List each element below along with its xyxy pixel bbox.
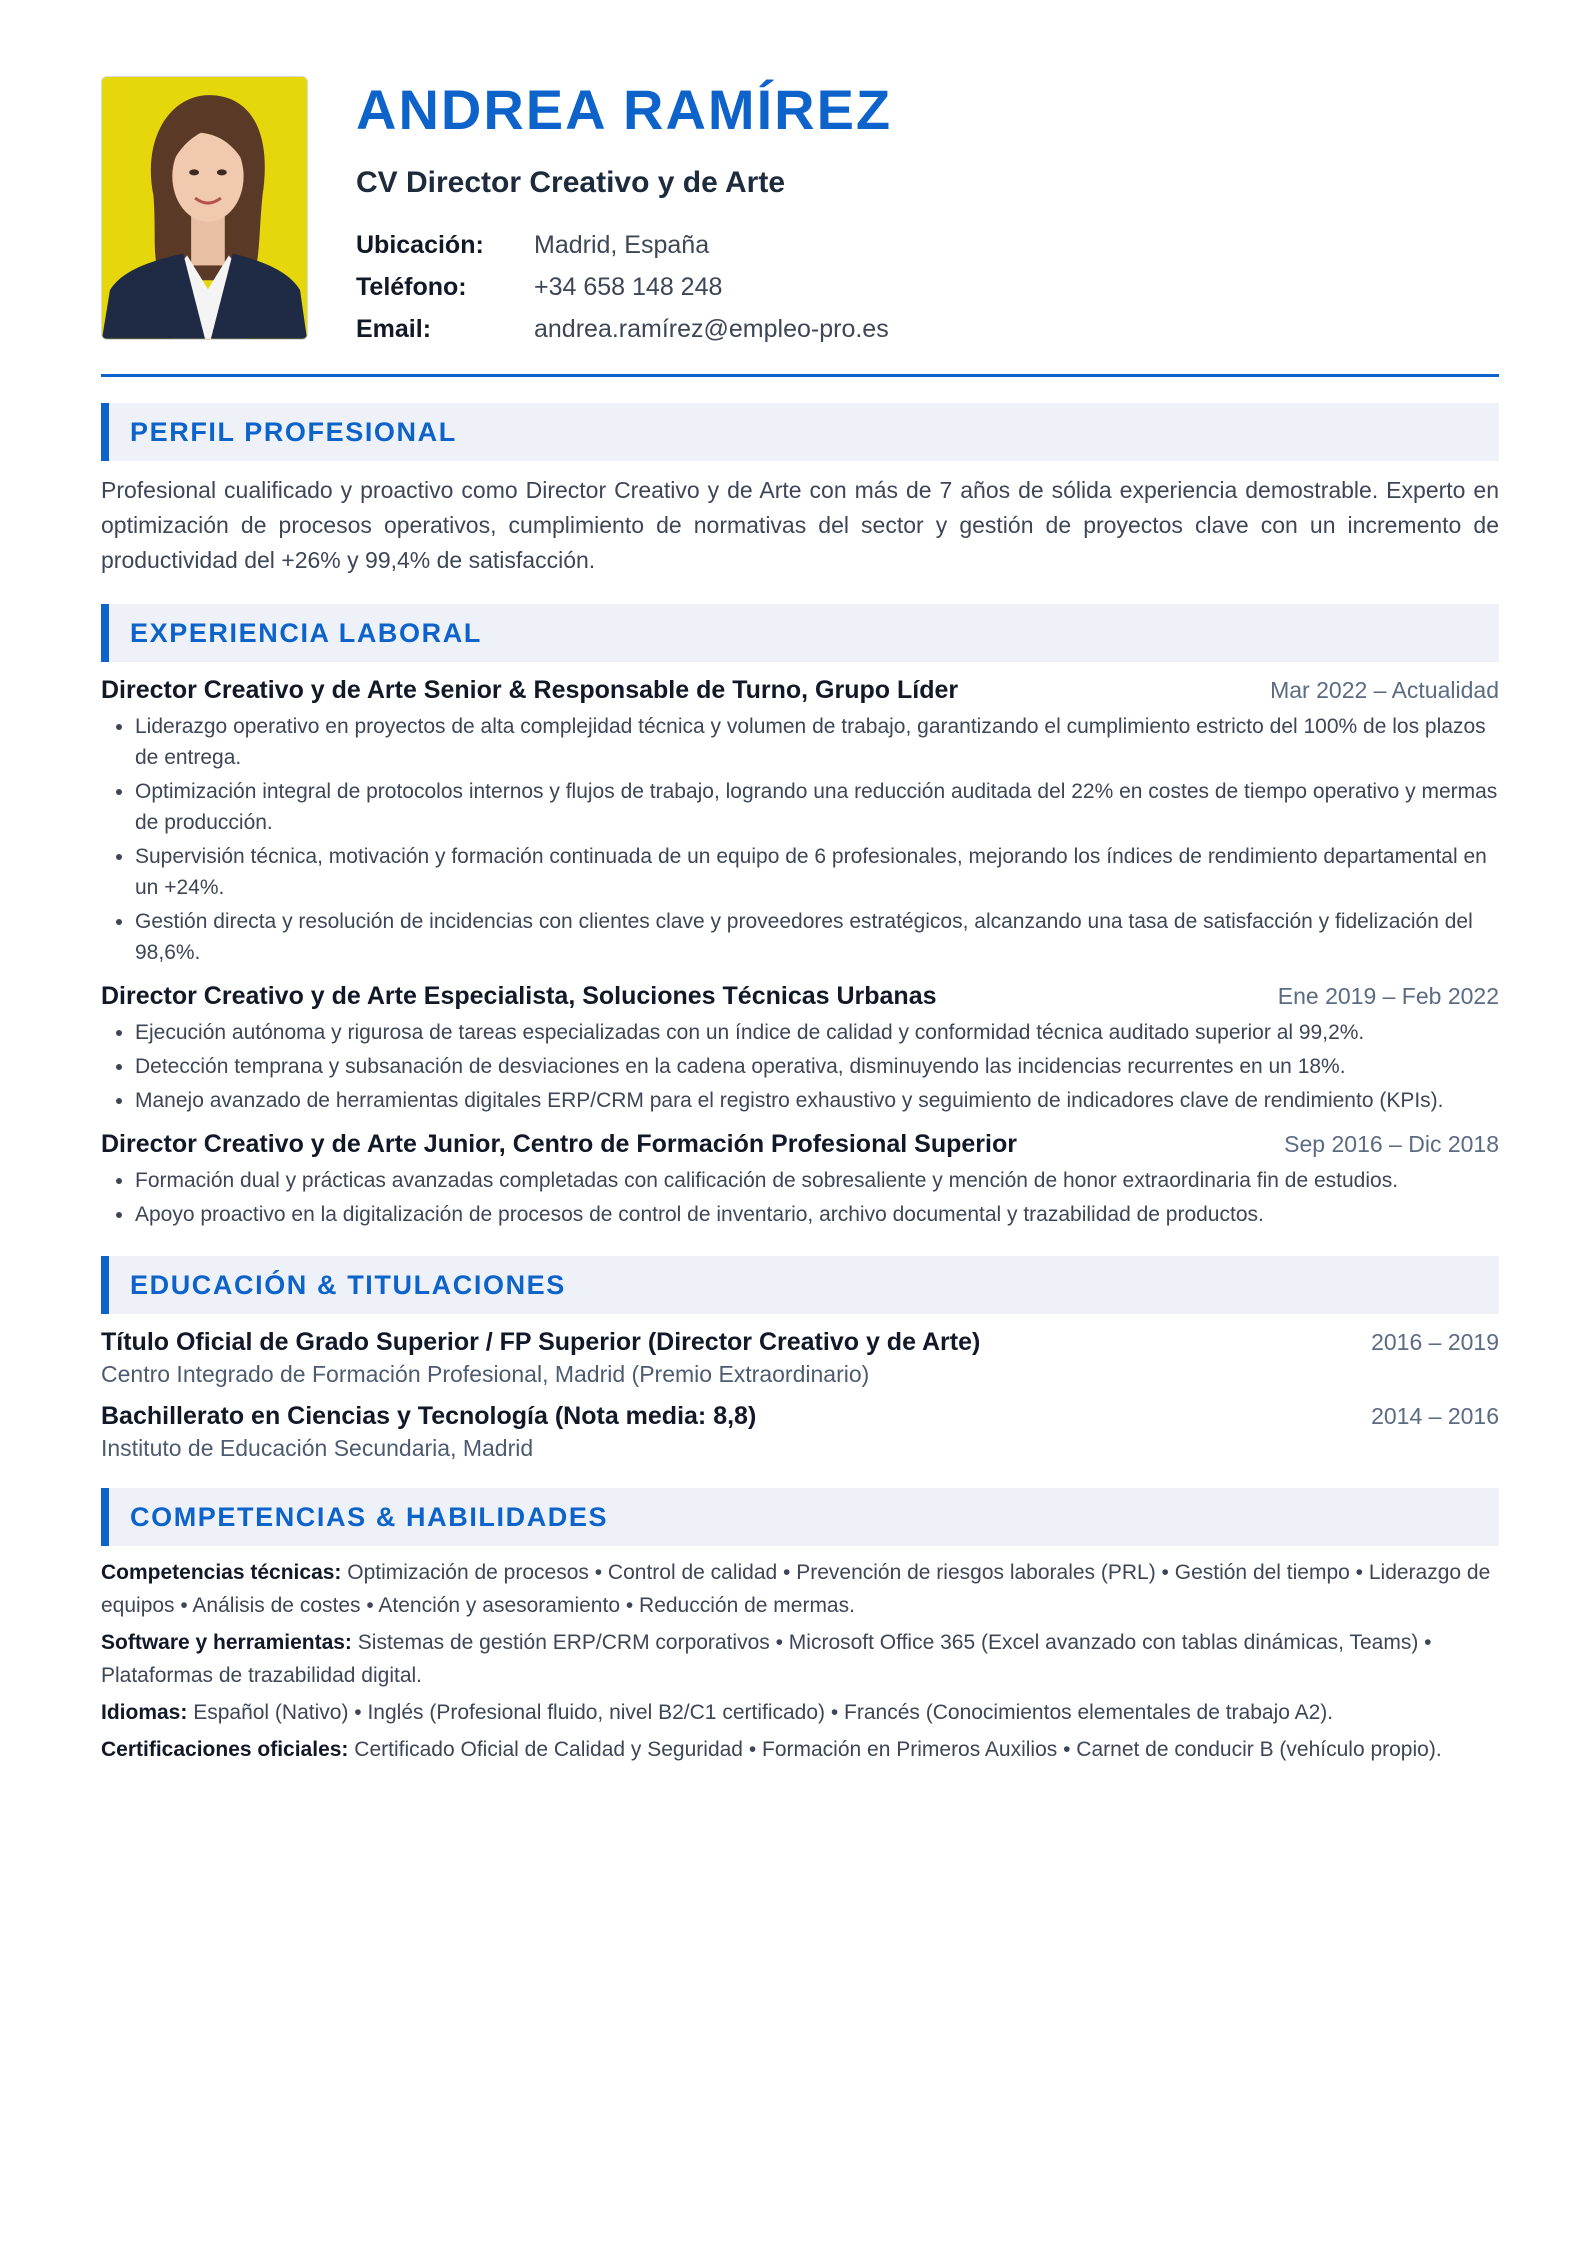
section-title: EDUCACIÓN & TITULACIONES	[130, 1269, 566, 1300]
section-title: COMPETENCIAS & HABILIDADES	[130, 1501, 609, 1532]
section-header-profile	[101, 403, 1499, 461]
education-title: Bachillerato en Ciencias y Tecnología (Nota media: 8,8)	[101, 1402, 757, 1430]
section-header-experience	[101, 604, 1499, 662]
job-bullets	[101, 1017, 1499, 1116]
skill-label: Idiomas:	[101, 1701, 188, 1724]
education-entry	[101, 1402, 1499, 1462]
skill-line	[101, 1556, 1499, 1622]
skill-label: Competencias técnicas:	[101, 1561, 342, 1584]
contact-email	[356, 308, 892, 350]
skill-label: Certificaciones oficiales:	[101, 1738, 349, 1761]
job-bullet: • Apoyo proactivo en la digitalización de procesos de control de inventario, archivo documental y trazabilidad de productos.	[135, 1199, 1499, 1230]
job-bullet: • Gestión directa y resolución de incidencias con clientes clave y proveedores estratégicos, alcanzando una tasa de satisfacción y fidelización del 98,6%.	[135, 906, 1499, 968]
job-header	[101, 982, 1499, 1011]
profile-text: Profesional cualificado y proactivo como Director Creativo y de Arte con más de 7 años de sólida experiencia demostrable. Experto en optimización de procesos operativos, cumplimiento de normativas del sector y gestión de proyectos clave con un incremento de productividad del +26% y 99,4% de satisfacción.	[101, 477, 1499, 573]
contact-value: +34 658 148 248	[534, 272, 723, 301]
education-date: 2014 – 2016	[1371, 1403, 1499, 1429]
skill-line	[101, 1626, 1499, 1692]
job-bullets	[101, 1165, 1499, 1230]
skill-line	[101, 1733, 1499, 1766]
section-title: PERFIL PROFESIONAL	[130, 416, 457, 447]
section-header-skills	[101, 1488, 1499, 1546]
job-entry	[101, 982, 1499, 1116]
cv-subtitle: CV Director Creativo y de Arte	[356, 166, 786, 199]
education-institution: Instituto de Educación Secundaria, Madrid	[101, 1435, 534, 1461]
cv-content	[101, 76, 1499, 1766]
job-header	[101, 1130, 1499, 1159]
contact-list	[356, 224, 892, 350]
job-date: Mar 2022 – Actualidad	[1270, 677, 1499, 703]
skill-line	[101, 1696, 1499, 1729]
contact-phone	[356, 266, 892, 308]
section-header-education	[101, 1256, 1499, 1314]
section-title: EXPERIENCIA LABORAL	[130, 617, 482, 648]
skill-text: Sistemas de gestión ERP/CRM corporativos • Microsoft Office 365 (Excel avanzado con tablas dinámicas, Teams) • Plataformas de trazabilidad digital.	[101, 1631, 1432, 1687]
job-bullet: • Ejecución autónoma y rigurosa de tareas especializadas con un índice de calidad y conformidad técnica auditado superior al 99,2%.	[135, 1017, 1499, 1048]
job-bullets	[101, 711, 1499, 968]
job-entry	[101, 1130, 1499, 1230]
job-date: Sep 2016 – Dic 2018	[1284, 1131, 1499, 1157]
skill-text: Certificado Oficial de Calidad y Seguridad • Formación en Primeros Auxilios • Carnet de conducir B (vehículo propio).	[354, 1738, 1442, 1761]
education-header	[101, 1328, 1499, 1357]
education-date: 2016 – 2019	[1371, 1329, 1499, 1355]
job-bullet: • Supervisión técnica, motivación y formación continuada de un equipo de 6 profesionales, mejorando los índices de rendimiento departamental en un +24%.	[135, 841, 1499, 903]
contact-value: andrea.ramírez@empleo-pro.es	[534, 314, 889, 343]
job-bullet: • Optimización integral de protocolos internos y flujos de trabajo, logrando una reducción auditada del 22% en costes de tiempo operativo y mermas de producción.	[135, 776, 1499, 838]
job-bullet: • Detección temprana y subsanación de desviaciones en la cadena operativa, disminuyendo las incidencias recurrentes en un 18%.	[135, 1051, 1499, 1082]
job-bullet: • Liderazgo operativo en proyectos de alta complejidad técnica y volumen de trabajo, garantizando el cumplimiento estricto del 100% de los plazos de entrega.	[135, 711, 1499, 773]
job-bullet: • Formación dual y prácticas avanzadas completadas con calificación de sobresaliente y mención de honor extraordinaria fin de estudios.	[135, 1165, 1499, 1196]
contact-value: Madrid, España	[534, 230, 710, 259]
job-title: Director Creativo y de Arte Especialista, Soluciones Técnicas Urbanas	[101, 982, 937, 1010]
contact-location	[356, 224, 892, 266]
header-divider	[101, 374, 1499, 377]
skill-text: Optimización de procesos • Control de calidad • Prevención de riesgos laborales (PRL) • Gestión del tiempo • Liderazgo de equipos • Análisis de costes • Atención y asesoramiento • Reducción de mermas.	[101, 1561, 1491, 1617]
job-bullet: • Manejo avanzado de herramientas digitales ERP/CRM para el registro exhaustivo y seguimiento de indicadores clave de rendimiento (KPIs).	[135, 1085, 1499, 1116]
candidate-name: ANDREA RAMÍREZ	[356, 78, 893, 141]
education-entry	[101, 1328, 1499, 1388]
job-header	[101, 676, 1499, 705]
contact-label: Ubicación:	[356, 230, 484, 259]
header-info	[356, 76, 892, 350]
education-title: Título Oficial de Grado Superior / FP Superior (Director Creativo y de Arte)	[101, 1328, 981, 1356]
job-title: Director Creativo y de Arte Junior, Centro de Formación Profesional Superior	[101, 1130, 1017, 1158]
skill-label: Software y herramientas:	[101, 1631, 352, 1654]
cv-header	[101, 76, 1499, 350]
education-header	[101, 1402, 1499, 1431]
contact-label: Teléfono:	[356, 272, 467, 301]
profile-photo	[101, 76, 308, 340]
contact-label: Email:	[356, 314, 432, 343]
skills-list	[101, 1556, 1499, 1766]
job-title: Director Creativo y de Arte Senior & Responsable de Turno, Grupo Líder	[101, 676, 959, 704]
job-date: Ene 2019 – Feb 2022	[1277, 983, 1499, 1009]
education-institution: Centro Integrado de Formación Profesional, Madrid (Premio Extraordinario)	[101, 1361, 870, 1387]
skill-text: Español (Nativo) • Inglés (Profesional fluido, nivel B2/C1 certificado) • Francés (Conocimientos elementales de trabajo A2).	[193, 1701, 1334, 1724]
job-entry	[101, 676, 1499, 968]
